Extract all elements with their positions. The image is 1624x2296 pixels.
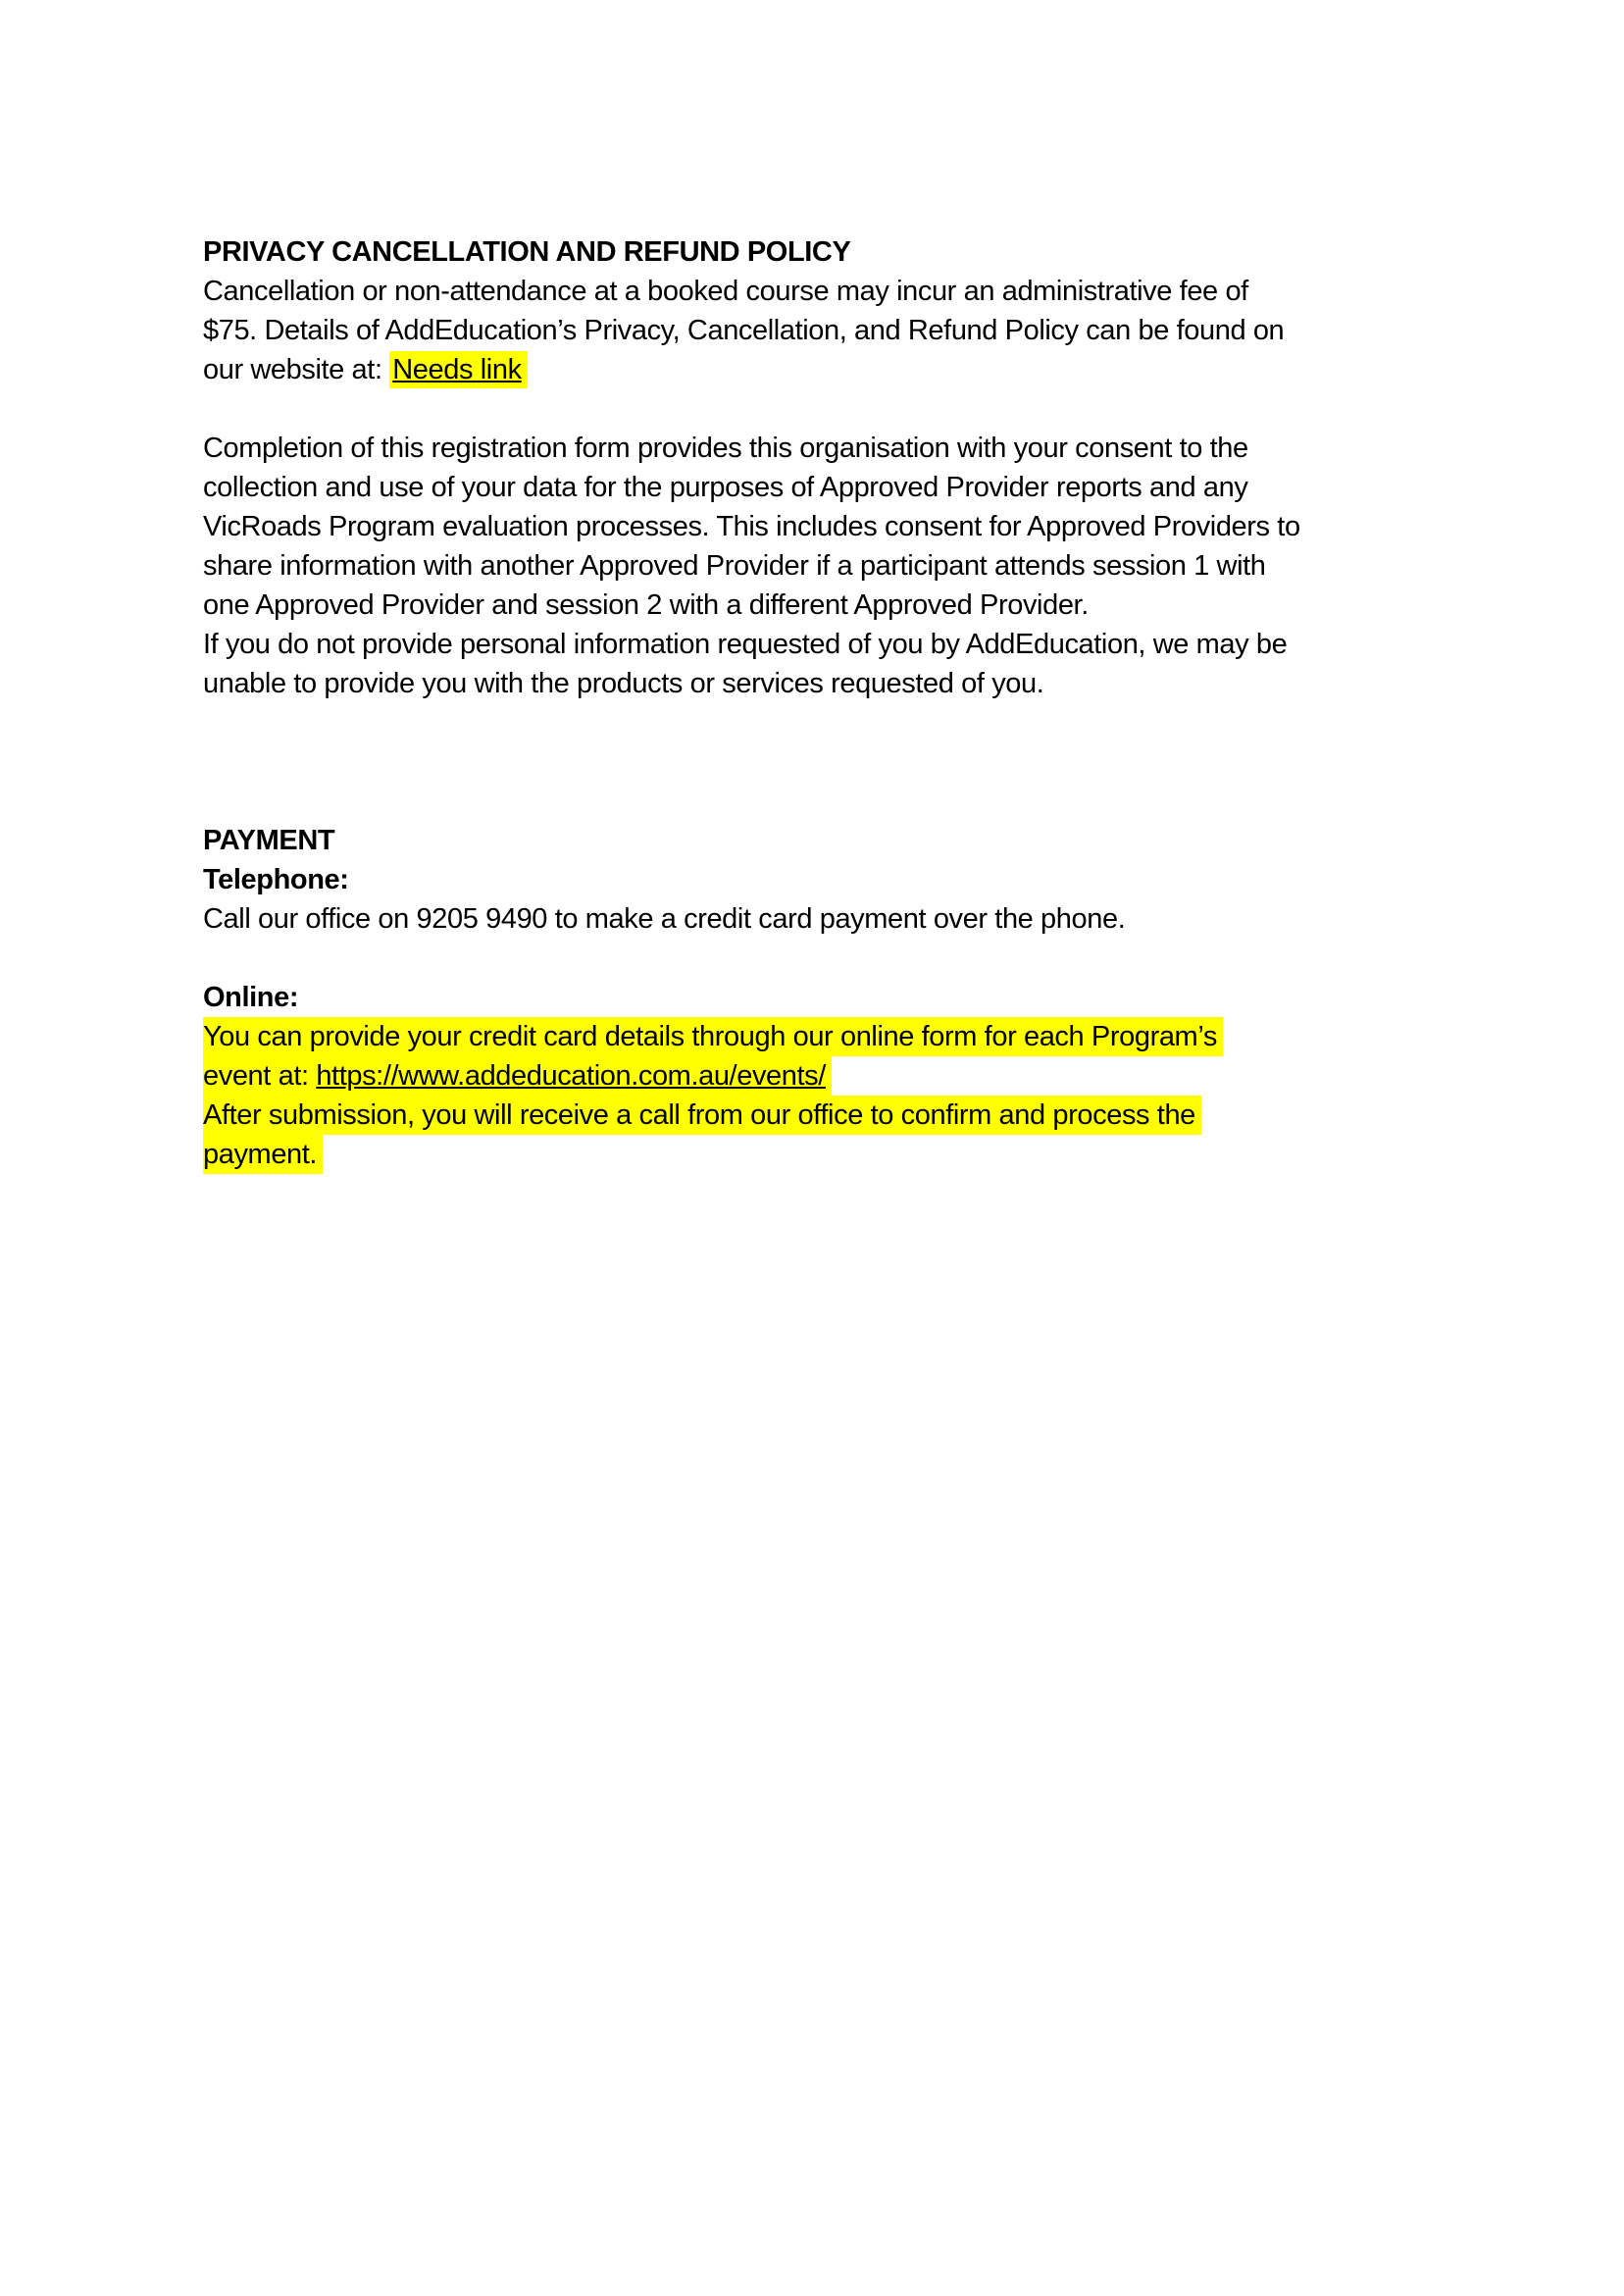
needs-link[interactable]: Needs link xyxy=(389,351,527,388)
online-highlight-line-2 xyxy=(203,1056,832,1096)
privacy-para2-line-1: Completion of this registration form provides this organisation with your consent to the xyxy=(203,433,1248,464)
online-label: Online: xyxy=(203,982,299,1013)
privacy-para1-line-1: Cancellation or non-attendance at a booked course may incur an administrative fee of xyxy=(203,276,1248,307)
privacy-para2-line-4: share information with another Approved Provider if a participant attends session 1 with xyxy=(203,550,1266,582)
payment-heading: PAYMENT xyxy=(203,825,335,856)
document-body xyxy=(203,232,1300,1174)
privacy-para1-line-2: $75. Details of AddEducation’s Privacy, Cancellation, and Refund Policy can be found on xyxy=(203,315,1285,346)
events-url-link[interactable]: https://www.addeducation.com.au/events/ xyxy=(316,1060,826,1092)
telephone-text: Call our office on 9205 9490 to make a credit card payment over the phone. xyxy=(203,903,1126,935)
privacy-para2-line-6: If you do not provide personal information requested of you by AddEducation, we may be xyxy=(203,629,1288,660)
blank-line xyxy=(203,939,1300,978)
section-gap xyxy=(203,703,1300,821)
online-highlight-line-3: After submission, you will receive a call from our office to confirm and process the xyxy=(203,1096,1201,1135)
event-at-text: event at: xyxy=(203,1060,317,1092)
privacy-para1-line-3-text: our website at: xyxy=(203,354,390,385)
privacy-para2-line-5: one Approved Provider and session 2 with a different Approved Provider. xyxy=(203,589,1089,621)
privacy-para2-line-2: collection and use of your data for the purposes of Approved Provider reports and any xyxy=(203,472,1248,503)
privacy-para2-line-3: VicRoads Program evaluation processes. This includes consent for Approved Providers to xyxy=(203,511,1300,542)
online-highlight-line-1: You can provide your credit card details through our online form for each Program’s xyxy=(203,1017,1223,1056)
privacy-para2-line-7: unable to provide you with the products or services requested of you. xyxy=(203,668,1044,699)
privacy-para1-line-3 xyxy=(203,350,1300,389)
telephone-label: Telephone: xyxy=(203,864,349,895)
privacy-heading: PRIVACY CANCELLATION AND REFUND POLICY xyxy=(203,236,851,268)
blank-line xyxy=(203,389,1300,429)
online-highlight-line-4: payment. xyxy=(203,1135,323,1174)
